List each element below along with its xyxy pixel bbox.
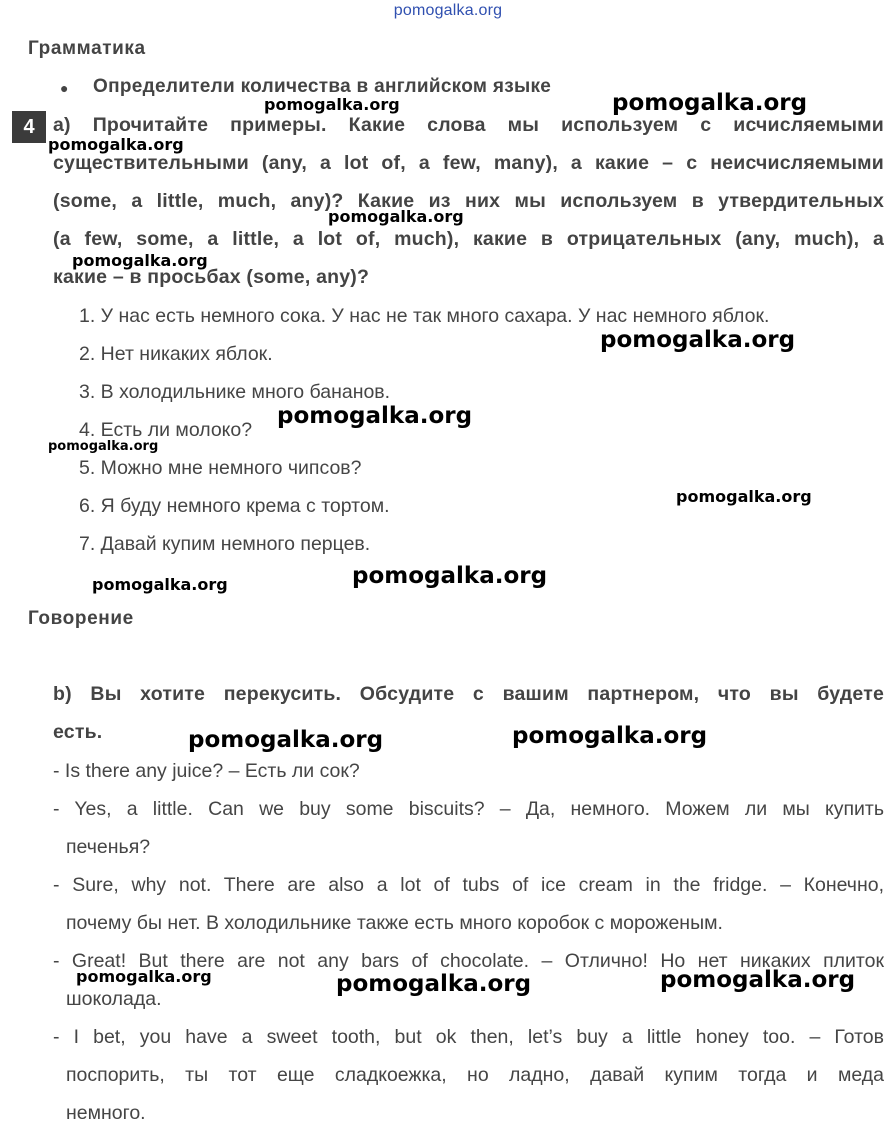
exercise-number-badge: 4 [12, 111, 46, 143]
watermark: pomogalka.org [72, 251, 208, 270]
dialogue-line: поспорить, ты тот еще сладкоежка, но ладно, давай купим тогда и меда [66, 1064, 884, 1086]
watermark: pomogalka.org [600, 327, 796, 353]
instruction-a-line: a) Прочитайте примеры. Какие слова мы используем с исчисляемыми [53, 114, 884, 136]
dialogue-line: печенья? [66, 836, 151, 858]
watermark: pomogalka.org [352, 563, 548, 589]
example-item: 4. Есть ли молоко? [79, 419, 253, 441]
instruction-a-line: какие – в просьбах (some, any)? [53, 266, 370, 288]
bullet-icon: ● [60, 80, 69, 96]
dialogue-line: - Sure, why not. There are also a lot of tubs of ice cream in the fridge. – Конечно, [53, 874, 884, 896]
example-item: 6. Я буду немного крема с тортом. [79, 495, 390, 517]
watermark: pomogalka.org [48, 135, 184, 154]
instruction-a-line: (a few, some, a little, a lot of, much), какие в отрицательных (any, much), а [53, 228, 884, 250]
watermark: pomogalka.org [92, 575, 228, 594]
example-item: 7. Давай купим немного перцев. [79, 533, 371, 555]
watermark: pomogalka.org [612, 90, 808, 116]
watermark: pomogalka.org [277, 403, 473, 429]
watermark: pomogalka.org [264, 95, 400, 114]
watermark: pomogalka.org [676, 487, 812, 506]
topic-title: Определители количества в английском языке [93, 76, 552, 97]
dialogue-line: - Yes, a little. Can we buy some biscuits? – Да, немного. Можем ли мы купить [53, 798, 884, 820]
example-item: 3. В холодильнике много бананов. [79, 381, 391, 403]
watermark: pomogalka.org [512, 723, 708, 749]
dialogue-line: почему бы нет. В холодильнике также есть много коробок с мороженым. [66, 912, 723, 934]
watermark: pomogalka.org [76, 967, 212, 986]
watermark: pomogalka.org [328, 207, 464, 226]
section-heading-speaking: Говорение [28, 608, 134, 629]
watermark: pomogalka.org [188, 727, 384, 753]
dialogue-line: - Great! But there are not any bars of chocolate. – Отлично! Но нет никаких плиток [53, 950, 884, 972]
instruction-b-line: b) Вы хотите перекусить. Обсудите с вашим партнером, что вы будете [53, 683, 884, 705]
dialogue-line: шоколада. [66, 988, 162, 1010]
dialogue-line: немного. [66, 1102, 146, 1124]
instruction-a-line: (some, a little, much, any)? Какие из них мы используем в утвердительных [53, 190, 884, 212]
watermark: pomogalka.org [336, 971, 532, 997]
dialogue-line: - Is there any juice? – Есть ли сок? [53, 760, 360, 782]
example-item: 1. У нас есть немного сока. У нас не так много сахара. У нас немного яблок. [79, 305, 770, 327]
watermark: pomogalka.org [660, 967, 856, 993]
section-heading-grammar: Грамматика [28, 38, 146, 59]
example-item: 2. Нет никаких яблок. [79, 343, 273, 365]
watermark: pomogalka.org [48, 439, 159, 454]
instruction-b-line: есть. [53, 721, 103, 743]
example-item: 5. Можно мне немного чипсов? [79, 457, 362, 479]
instruction-a-line: существительными (any, a lot of, a few, many), а какие – с неисчисляемыми [53, 152, 884, 174]
site-header-link[interactable]: pomogalka.org [393, 2, 503, 19]
dialogue-line: - I bet, you have a sweet tooth, but ok then, let’s buy a little honey too. – Готов [53, 1026, 884, 1048]
